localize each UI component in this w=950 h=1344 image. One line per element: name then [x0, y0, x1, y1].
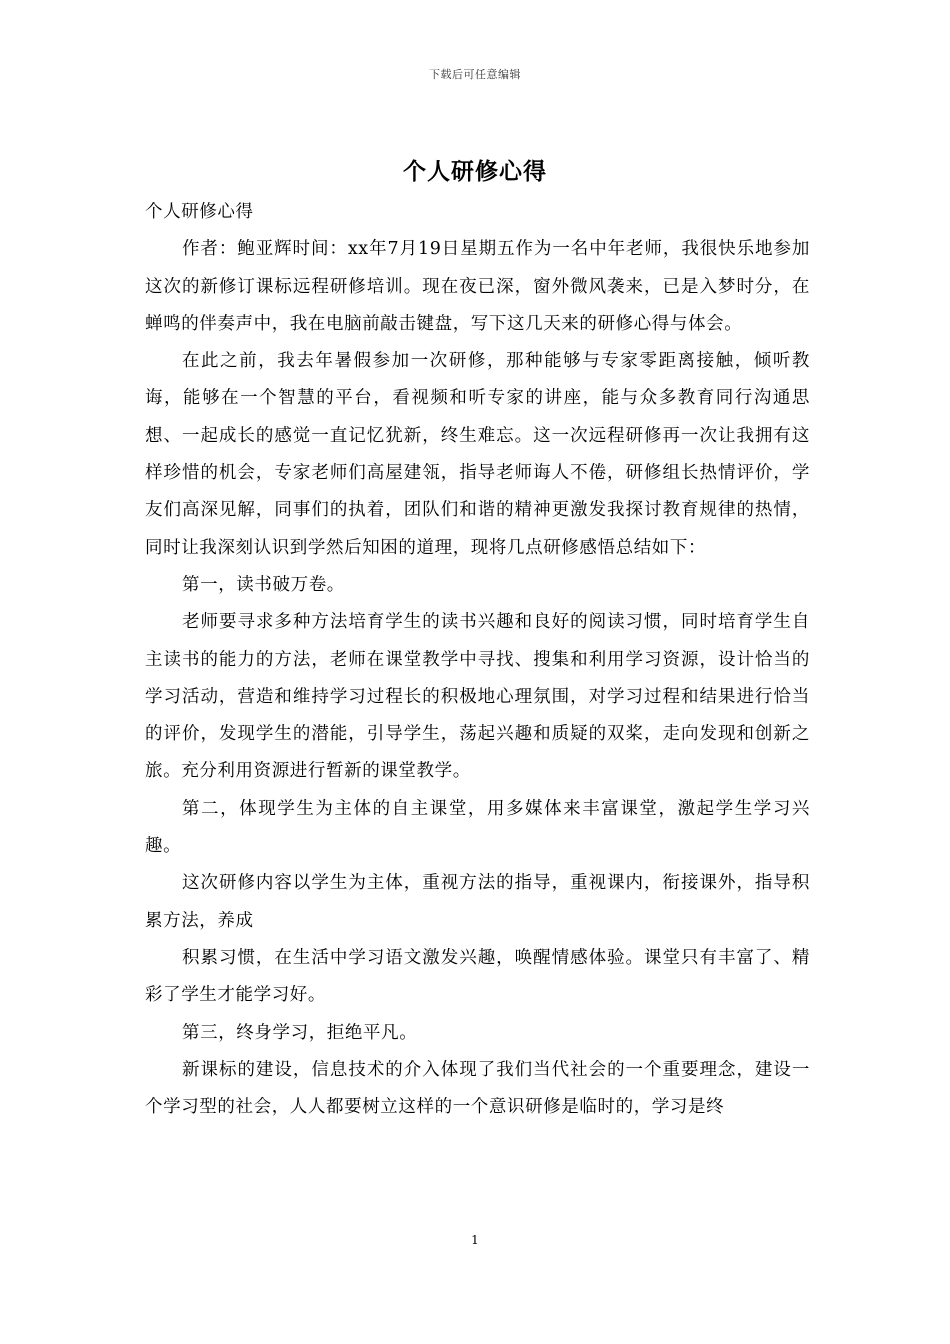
paragraph-lifelong-learning: 新课标的建设，信息技术的介入体现了我们当代社会的一个重要理念，建设一个学习型的社会，人人都要树立这样的一个意识研修是临时的，学习是终 — [145, 1059, 810, 1118]
paragraph-heading-third: 第三，终身学习，拒绝平凡。 — [182, 1022, 418, 1043]
paragraph-heading-first: 第一，读书破万卷。 — [182, 574, 345, 595]
paragraph-student-centered: 这次研修内容以学生为主体，重视方法的指导，重视课内，衔接课外，指导积累方法，养成 — [145, 873, 810, 931]
paragraph-heading-second: 第二，体现学生为主体的自主课堂，用多媒体来丰富课堂，激起学生学习兴趣。 — [145, 798, 810, 857]
page-number: 1 — [471, 1233, 479, 1247]
header-note: 下载后可任意编辑 — [429, 68, 521, 81]
document-title: 个人研修心得 — [403, 158, 547, 185]
paragraph-background: 在此之前，我去年暑假参加一次研修，那种能够与专家零距离接触，倾听教诲，能够在一个智慧的平台，看视频和听专家的讲座，能与众多教育同行沟通思想、一起成长的感觉一直记忆犹新，终生难忘。这一次远程研修再一次让我拥有这样珍惜的机会，专家老师们高屋建瓴，指导老师诲人不倦，研修组长热情评价，学友们高深见解，同事们的执着，团队们和谐的精神更激发我探讨教育规律的热情，同时让我深刻认识到学然后知困的道理，现将几点研修感悟总结如下： — [145, 351, 810, 558]
paragraph-intro: 作者：鲍亚辉时间：xx年7月19日星期五作为一名中年老师，我很快乐地参加这次的新修订课标远程研修培训。现在夜已深，窗外微风袭来，已是入梦时分，在蝉鸣的伴奏声中，我在电脑前敲击键盘，写下这几天来的研修心得与体会。 — [145, 239, 810, 334]
paragraph-subtitle: 个人研修心得 — [145, 202, 254, 222]
document-body — [145, 194, 810, 1126]
paragraph-habits: 积累习惯，在生活中学习语文激发兴趣，唤醒情感体验。课堂只有丰富了、精彩了学生才能学习好。 — [145, 947, 810, 1006]
paragraph-reading: 老师要寻求多种方法培育学生的读书兴趣和良好的阅读习惯，同时培育学生自主读书的能力的方法，老师在课堂教学中寻找、搜集和利用学习资源，设计恰当的学习活动，营造和维持学习过程长的积极地心理氛围，对学习过程和结果进行恰当的评价，发现学生的潜能，引导学生，荡起兴趣和质疑的双桨，走向发现和创新之旅。充分利用资源进行暂新的课堂教学。 — [145, 612, 810, 782]
